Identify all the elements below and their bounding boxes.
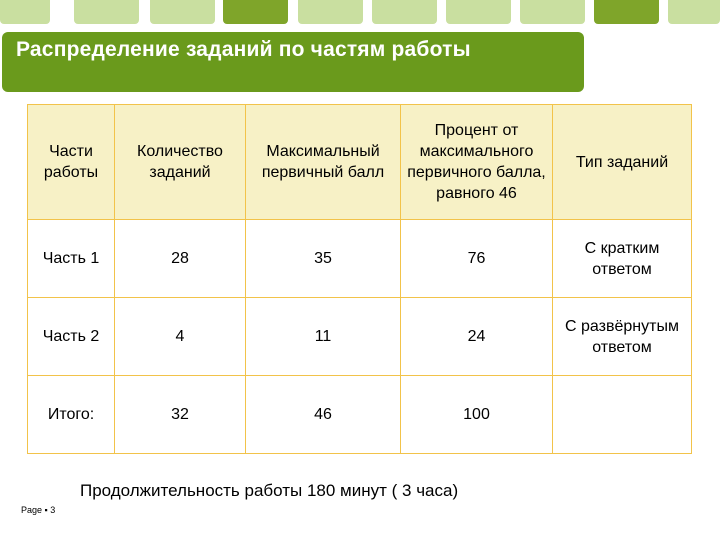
tile (74, 0, 139, 24)
table-row (28, 220, 692, 298)
header-task-type: Тип заданий (553, 105, 692, 220)
cell-task-type (553, 376, 692, 454)
cell-percent: 76 (401, 220, 553, 298)
cell-part: Часть 2 (28, 298, 115, 376)
title-bar (2, 32, 584, 92)
tile (446, 0, 511, 24)
tile (223, 0, 288, 24)
cell-task-count: 4 (115, 298, 246, 376)
cell-max-score: 46 (246, 376, 401, 454)
cell-percent: 24 (401, 298, 553, 376)
tile (0, 0, 50, 24)
header-max-score: Максимальный первичный балл (246, 105, 401, 220)
table-header-row (28, 105, 692, 220)
slide-title: Распределение заданий по частям работы (16, 38, 471, 61)
table-row (28, 298, 692, 376)
cell-task-count: 32 (115, 376, 246, 454)
tile (668, 0, 720, 24)
tile (298, 0, 363, 24)
cell-task-type: С развёрнутым ответом (553, 298, 692, 376)
duration-note: Продолжительность работы 180 минут ( 3 часа) (80, 481, 459, 500)
cell-percent: 100 (401, 376, 553, 454)
cell-task-type: С кратким ответом (553, 220, 692, 298)
cell-part: Итого: (28, 376, 115, 454)
tile (150, 0, 215, 24)
header-percent: Процент от максимального первичного балла, равного 46 (401, 105, 553, 220)
cell-part: Часть 1 (28, 220, 115, 298)
top-decorative-tiles (0, 0, 720, 26)
tile (520, 0, 585, 24)
header-task-count: Количество заданий (115, 105, 246, 220)
cell-max-score: 11 (246, 298, 401, 376)
cell-max-score: 35 (246, 220, 401, 298)
tile (594, 0, 659, 24)
tile (372, 0, 437, 24)
header-parts: Части работы (28, 105, 115, 220)
distribution-table (27, 104, 692, 454)
cell-task-count: 28 (115, 220, 246, 298)
table-row (28, 376, 692, 454)
page-number: Page ▪ 3 (21, 505, 56, 515)
